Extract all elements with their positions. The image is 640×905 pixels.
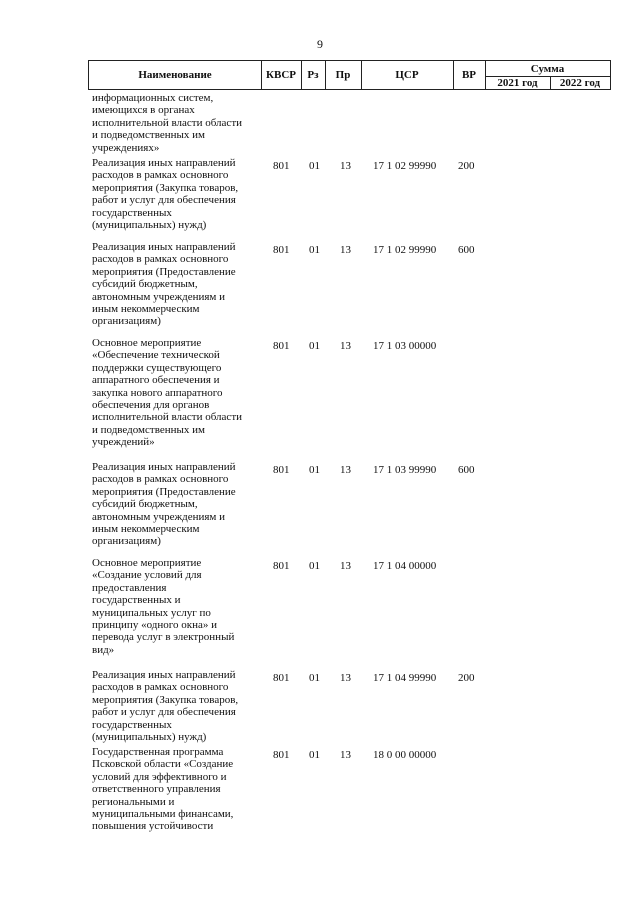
header-pr: Пр	[335, 69, 351, 81]
row-1-kvsr: 801	[273, 160, 290, 172]
row-6-csr: 17 1 04 99990	[373, 672, 437, 684]
header-rz: Рз	[307, 69, 319, 81]
row-2-vr: 600	[458, 244, 475, 256]
row-5-name: Основное мероприятие «Создание условий для предоставления государственных и муниципальных услуг по принципу «одного окна» и перевода услуг в электронный вид»	[92, 557, 235, 656]
row-4-vr: 600	[458, 464, 475, 476]
header-name: Наименование	[138, 69, 212, 81]
row-5-csr: 17 1 04 00000	[373, 560, 437, 572]
row-6-vr: 200	[458, 672, 475, 684]
row-5-rz: 01	[309, 560, 320, 572]
row-7-csr: 18 0 00 00000	[373, 749, 437, 761]
row-1-csr: 17 1 02 99990	[373, 160, 437, 172]
row-5-kvsr: 801	[273, 560, 290, 572]
row-1-name: Реализация иных направлений расходов в рамках основного мероприятия (Закупка товаров, работ и услуг для обеспечения государственных (муниципальных) нужд)	[92, 157, 239, 232]
header-vr: ВР	[461, 69, 477, 81]
page-number: 9	[317, 37, 323, 51]
row-3-pr: 13	[340, 340, 351, 352]
row-3-kvsr: 801	[273, 340, 290, 352]
row-4-pr: 13	[340, 464, 351, 476]
header-year-2022: 2022 год	[559, 76, 601, 89]
row-7-name: Государственная программа Псковской области «Создание условий для эффективного и ответственного управления региональными и муниципальными финансами, повышения устойчивости	[92, 746, 234, 833]
row-3-name: Основное мероприятие «Обеспечение технической поддержки существующего аппаратного обеспечения и закупка нового аппаратного обеспечения для органов исполнительной власти области и подведомственных им учреждений»	[92, 337, 243, 449]
row-2-pr: 13	[340, 244, 351, 256]
row-5-pr: 13	[340, 560, 351, 572]
header-year-2021: 2021 год	[497, 76, 538, 89]
row-6-name: Реализация иных направлений расходов в рамках основного мероприятия (Закупка товаров, работ и услуг для обеспечения государственных (муниципальных) нужд)	[92, 669, 239, 744]
row-3-csr: 17 1 03 00000	[373, 340, 437, 352]
header-summa: Сумма	[530, 62, 565, 75]
row-4-kvsr: 801	[273, 464, 290, 476]
row-1-vr: 200	[458, 160, 475, 172]
row-0-name: информационных систем, имеющихся в органах исполнительной власти области и подведомственных им учреждениях»	[92, 92, 243, 154]
table-header	[88, 60, 611, 90]
row-6-rz: 01	[309, 672, 320, 684]
row-1-pr: 13	[340, 160, 351, 172]
row-1-rz: 01	[309, 160, 320, 172]
row-6-pr: 13	[340, 672, 351, 684]
header-kvsr: КВСР	[266, 69, 296, 81]
row-2-kvsr: 801	[273, 244, 290, 256]
row-6-kvsr: 801	[273, 672, 290, 684]
row-3-rz: 01	[309, 340, 320, 352]
row-4-csr: 17 1 03 99990	[373, 464, 437, 476]
row-2-name: Реализация иных направлений расходов в рамках основного мероприятия (Предоставление субсидий бюджетным, автономным учреждениям и иным некоммерческим организациям)	[92, 241, 236, 328]
row-7-rz: 01	[309, 749, 320, 761]
row-4-name: Реализация иных направлений расходов в рамках основного мероприятия (Предоставление субсидий бюджетным, автономным учреждениям и иным некоммерческим организациям)	[92, 461, 236, 548]
row-2-rz: 01	[309, 244, 320, 256]
row-2-csr: 17 1 02 99990	[373, 244, 437, 256]
row-7-kvsr: 801	[273, 749, 290, 761]
row-4-rz: 01	[309, 464, 320, 476]
row-7-pr: 13	[340, 749, 351, 761]
header-csr: ЦСР	[395, 69, 419, 81]
